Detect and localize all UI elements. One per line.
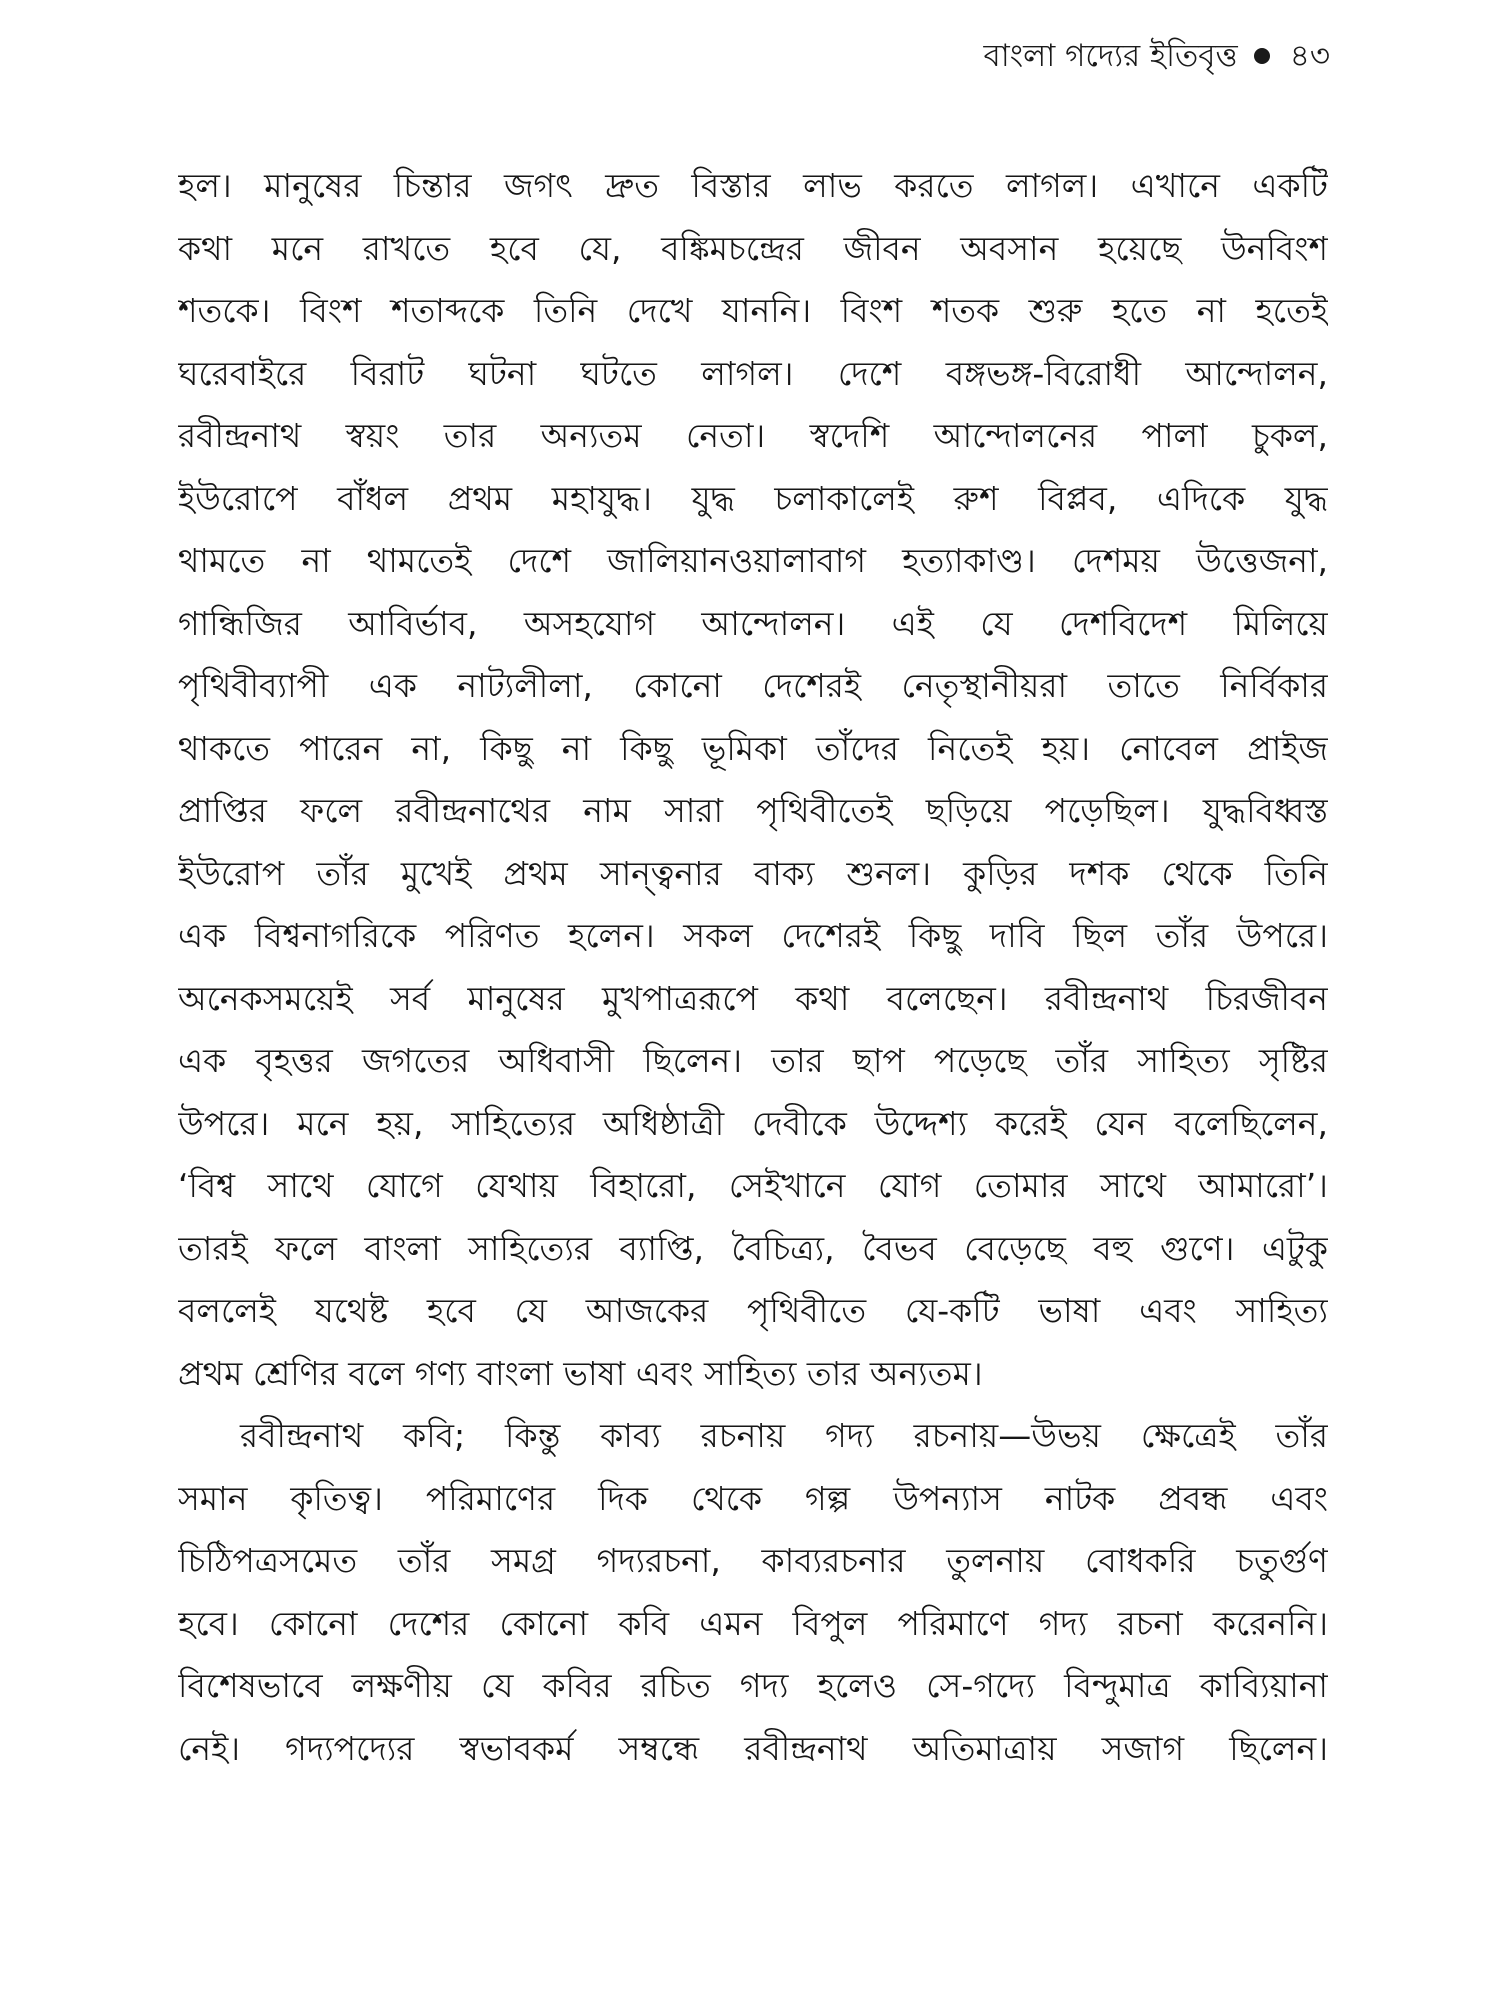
paragraph — [178, 1405, 1328, 1780]
text-line: প্রথম শ্রেণির বলে গণ্য বাংলা ভাষা এবং সাহিত্য তার অন্যতম। — [178, 1353, 983, 1393]
text-line: নেই। গদ্যপদ্যের স্বভাবকর্ম সম্বন্ধে রবীন্দ্রনাথ অতিমাত্রায় সজাগ ছিলেন। — [178, 1728, 1328, 1768]
running-header — [984, 36, 1330, 76]
body-text — [178, 155, 1328, 1780]
text-line: গান্ধিজির আবির্ভাব, অসহযোগ আন্দোলন। এই যে দেশবিদেশ মিলিয়ে — [178, 603, 1328, 643]
running-title: বাংলা গদ্যের ইতিবৃত্ত — [983, 38, 1238, 74]
paragraph — [178, 155, 1328, 1405]
text-line: পৃথিবীব্যাপী এক নাট্যলীলা, কোনো দেশেরই নেতৃস্থানীয়রা তাতে নির্বিকার — [178, 666, 1328, 705]
text-line: থামতে না থামতেই দেশে জালিয়ানওয়ালাবাগ হত্যাকাণ্ড। দেশময় উত্তেজনা, — [178, 541, 1328, 580]
text-line: অনেকসময়েই সর্ব মানুষের মুখপাত্ররূপে কথা বলেছেন। রবীন্দ্রনাথ চিরজীবন — [178, 978, 1328, 1018]
text-line: ইউরোপ তাঁর মুখেই প্রথম সান্ত্বনার বাক্য শুনল। কুড়ির দশক থেকে তিনি — [178, 853, 1328, 893]
text-line: বললেই যথেষ্ট হবে যে আজকের পৃথিবীতে যে-কটি ভাষা এবং সাহিত্য — [178, 1291, 1328, 1330]
text-line: প্রাপ্তির ফলে রবীন্দ্রনাথের নাম সারা পৃথিবীতেই ছড়িয়ে পড়েছিল। যুদ্ধবিধ্বস্ত — [178, 791, 1328, 830]
text-line: রবীন্দ্রনাথ স্বয়ং তার অন্যতম নেতা। স্বদেশি আন্দোলনের পালা চুকল, — [178, 416, 1328, 455]
text-line: চিঠিপত্রসমেত তাঁর সমগ্র গদ্যরচনা, কাব্যরচনার তুলনায় বোধকরি চতুর্গুণ — [178, 1541, 1328, 1580]
page-number: ৪৩ — [1289, 38, 1330, 74]
text-line: উপরে। মনে হয়, সাহিত্যের অধিষ্ঠাত্রী দেবীকে উদ্দেশ্য করেই যেন বলেছিলেন, — [178, 1103, 1328, 1143]
text-line: ‘বিশ্ব সাথে যোগে যেথায় বিহারো, সেইখানে যোগ তোমার সাথে আমারো’। — [178, 1166, 1328, 1205]
text-line: বিশেষভাবে লক্ষণীয় যে কবির রচিত গদ্য হলেও সে-গদ্যে বিন্দুমাত্র কাব্যিয়ানা — [178, 1666, 1328, 1705]
text-line: হবে। কোনো দেশের কোনো কবি এমন বিপুল পরিমাণে গদ্য রচনা করেননি। — [178, 1603, 1328, 1643]
text-line: রবীন্দ্রনাথ কবি; কিন্তু কাব্য রচনায় গদ্য রচনায়—উভয় ক্ষেত্রেই তাঁর — [240, 1416, 1328, 1455]
text-line: এক বিশ্বনাগরিকে পরিণত হলেন। সকল দেশেরই কিছু দাবি ছিল তাঁর উপরে। — [178, 916, 1328, 955]
bullet-separator-icon — [1254, 48, 1270, 64]
text-line: থাকতে পারেন না, কিছু না কিছু ভূমিকা তাঁদের নিতেই হয়। নোবেল প্রাইজ — [178, 728, 1328, 768]
text-line: কথা মনে রাখতে হবে যে, বঙ্কিমচন্দ্রের জীবন অবসান হয়েছে উনবিংশ — [178, 228, 1328, 268]
text-line: শতকে। বিংশ শতাব্দকে তিনি দেখে যাননি। বিংশ শতক শুরু হতে না হতেই — [178, 291, 1328, 330]
text-line: এক বৃহত্তর জগতের অধিবাসী ছিলেন। তার ছাপ পড়েছে তাঁর সাহিত্য সৃষ্টির — [178, 1041, 1328, 1080]
text-line: ইউরোপে বাঁধল প্রথম মহাযুদ্ধ। যুদ্ধ চলাকালেই রুশ বিপ্লব, এদিকে যুদ্ধ — [178, 478, 1328, 518]
text-line: হল। মানুষের চিন্তার জগৎ দ্রুত বিস্তার লাভ করতে লাগল। এখানে একটি — [178, 166, 1328, 205]
text-line: সমান কৃতিত্ব। পরিমাণের দিক থেকে গল্প উপন্যাস নাটক প্রবন্ধ এবং — [178, 1478, 1328, 1518]
text-line: তারই ফলে বাংলা সাহিত্যের ব্যাপ্তি, বৈচিত্র্য, বৈভব বেড়েছে বহু গুণে। এটুকু — [178, 1228, 1328, 1268]
text-line: ঘরেবাইরে বিরাট ঘটনা ঘটতে লাগল। দেশে বঙ্গভঙ্গ-বিরোধী আন্দোলন, — [178, 353, 1328, 393]
